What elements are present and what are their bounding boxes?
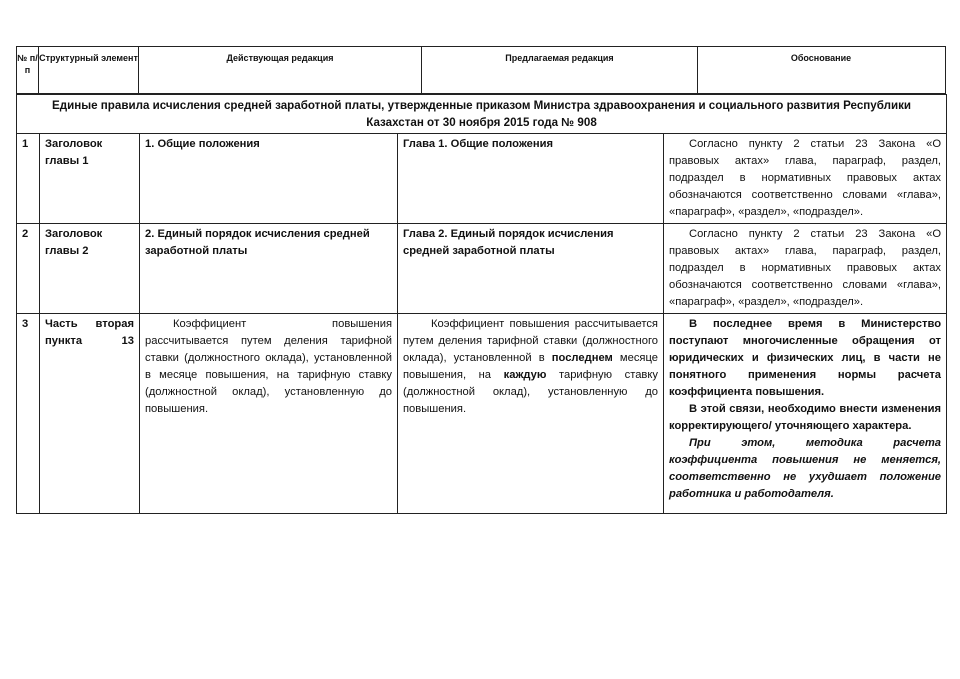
basis-para-2: В этой связи, необходимо внести изменения корректирующего/ уточняющего характера.	[669, 403, 942, 432]
table-body	[16, 94, 947, 514]
basis-text: Согласно пункту 2 статьи 23 Закона «О правовых актах» глава, параграф, раздел, подраздел в нормативных правовых актах обозначаются соответственно словами «глава», «параграф», «раздел», «подраздел».	[669, 228, 942, 308]
table-row	[17, 134, 947, 224]
proposed-part: месяце повышения, на	[403, 352, 658, 381]
header-element: Структурный элемент	[39, 47, 139, 93]
row-basis	[664, 134, 947, 224]
proposed-part: тарифную ставку (должностной оклад), установленную до повышения.	[403, 369, 658, 415]
proposed-text	[403, 316, 658, 418]
row-proposed: Глава 1. Общие положения	[398, 134, 664, 224]
current-text: Коэффициент повышения рассчитывается путем деления тарифной ставки (должностного оклада), установленной в месяце повышения, на тарифную ставку (должностной оклад), установленную до повышения.	[145, 318, 392, 415]
row-element: Заголовок главы 1	[40, 134, 140, 224]
title-row	[17, 95, 947, 134]
row-current: 2. Единый порядок исчисления средней заработной платы	[140, 224, 398, 314]
header-num: № п/ п	[17, 47, 39, 93]
proposed-emphasis: последнем	[551, 352, 613, 364]
row-proposed: Глава 2. Единый порядок исчисления средней заработной платы	[398, 224, 664, 314]
header-current: Действующая редакция	[139, 47, 422, 93]
row-proposed	[398, 314, 664, 514]
table-row	[17, 224, 947, 314]
row-basis	[664, 224, 947, 314]
row-element: Часть вторая пункта 13	[40, 314, 140, 514]
basis-para-1: В последнее время в Министерство поступают многочисленные обращения от юридических и физических лиц, в части не понятного применения нормы расчета коэффициента повышения.	[669, 318, 942, 398]
row-num: 1	[17, 134, 40, 224]
document-title: Единые правила исчисления средней заработной платы, утвержденные приказом Министра здравоохранения и социального развития Республики Казахстан от 30 ноября 2015 года № 908	[17, 95, 947, 134]
table-header	[16, 46, 946, 94]
row-num: 3	[17, 314, 40, 514]
row-current	[140, 314, 398, 514]
header-basis: Обоснование	[790, 53, 852, 63]
proposed-part: Коэффициент повышения рассчитывается путем деления тарифной ставки (должностного оклада), установленной в	[403, 318, 658, 364]
row-num: 2	[17, 224, 40, 314]
row-basis	[664, 314, 947, 514]
comparison-table	[16, 46, 946, 514]
table-row	[17, 314, 947, 514]
proposed-emphasis: каждую	[503, 369, 547, 381]
row-current: 1. Общие положения	[140, 134, 398, 224]
row-element: Заголовок главы 2	[40, 224, 140, 314]
basis-text: Согласно пункту 2 статьи 23 Закона «О правовых актах» глава, параграф, раздел, подраздел в нормативных правовых актах обозначаются соответственно словами «глава», «параграф», «раздел», «подраздел».	[669, 138, 942, 218]
basis-para-3: При этом, методика расчета коэффициента повышения не меняется, соответственно не ухудшает положение работника и работодателя.	[669, 437, 942, 500]
header-proposed: Предлагаемая редакция	[422, 47, 698, 93]
